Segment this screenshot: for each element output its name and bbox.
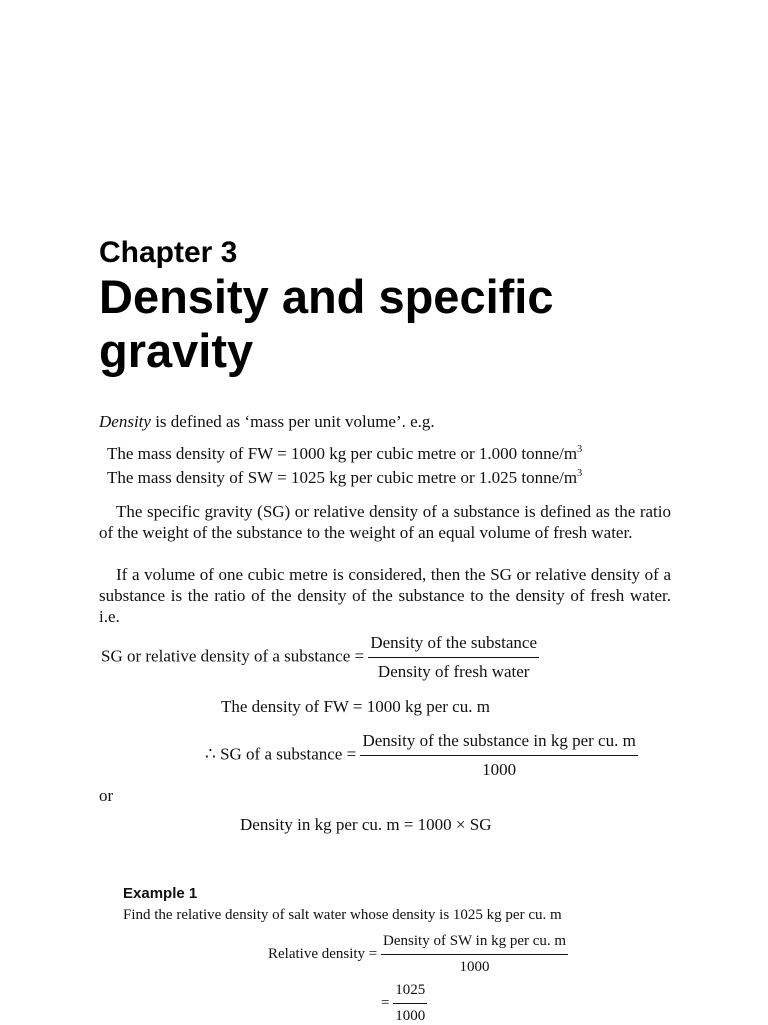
- cubic-exponent: 3: [577, 444, 583, 455]
- fraction-denominator: 1000: [459, 959, 490, 975]
- formula-sg-therefore: [205, 731, 638, 780]
- fraction-numerator: Density of the substance in kg per cu. m: [360, 731, 637, 756]
- example-formula-line-1: [268, 933, 568, 976]
- fraction: [381, 933, 568, 976]
- example-heading: Example 1: [123, 885, 198, 902]
- example-lhs: Relative density =: [268, 945, 378, 962]
- formula-sg-ratio: [101, 633, 539, 682]
- formula-lhs: SG or relative density of a substance =: [101, 646, 365, 666]
- fraction-numerator: Density of the substance: [368, 633, 539, 658]
- fraction-denominator: 1000: [482, 760, 517, 779]
- example-formula-line-2: [381, 982, 427, 1025]
- sw-mass-density-line: [107, 468, 582, 488]
- density-definition: is defined as ‘mass per unit volume’. e.g.: [150, 412, 435, 431]
- relative-density-paragraph: If a volume of one cubic metre is considered, then the SG or relative density of a substance is the ratio of the density of the substance to the density of fresh water. i.e.: [99, 565, 671, 626]
- fraction-numerator: 1025: [393, 982, 427, 1004]
- fw-mass-density-line: [107, 444, 582, 464]
- density-term: Density: [99, 412, 151, 431]
- formula-fw-density: The density of FW = 1000 kg per cu. m: [221, 697, 490, 716]
- equals-sign: =: [381, 994, 390, 1011]
- cubic-exponent: 3: [577, 468, 583, 479]
- sg-definition-paragraph: The specific gravity (SG) or relative density of a substance is defined as the ratio of the weight of the substance to the weight of an equal volume of fresh water.: [99, 502, 671, 542]
- chapter-title: Density and specific gravity: [99, 270, 554, 377]
- or-connector: or: [99, 786, 114, 805]
- fw-mass-density-text: The mass density of FW = 1000 kg per cubic metre or 1.000 tonne/m: [107, 444, 578, 463]
- formula-lhs: ∴ SG of a substance =: [205, 744, 357, 764]
- fraction-denominator: 1000: [395, 1008, 426, 1024]
- chapter-label: Chapter 3: [99, 236, 238, 269]
- fraction-denominator: Density of fresh water: [377, 662, 530, 681]
- fraction: [393, 982, 427, 1025]
- fraction-numerator: Density of SW in kg per cu. m: [381, 933, 568, 955]
- formula-density-from-sg: Density in kg per cu. m = 1000 × SG: [240, 815, 492, 834]
- sw-mass-density-text: The mass density of SW = 1025 kg per cubic metre or 1.025 tonne/m: [107, 468, 578, 487]
- intro-line: [99, 412, 435, 432]
- example-question: Find the relative density of salt water whose density is 1025 kg per cu. m: [123, 907, 562, 923]
- fraction: [360, 731, 637, 780]
- fraction: [368, 633, 539, 682]
